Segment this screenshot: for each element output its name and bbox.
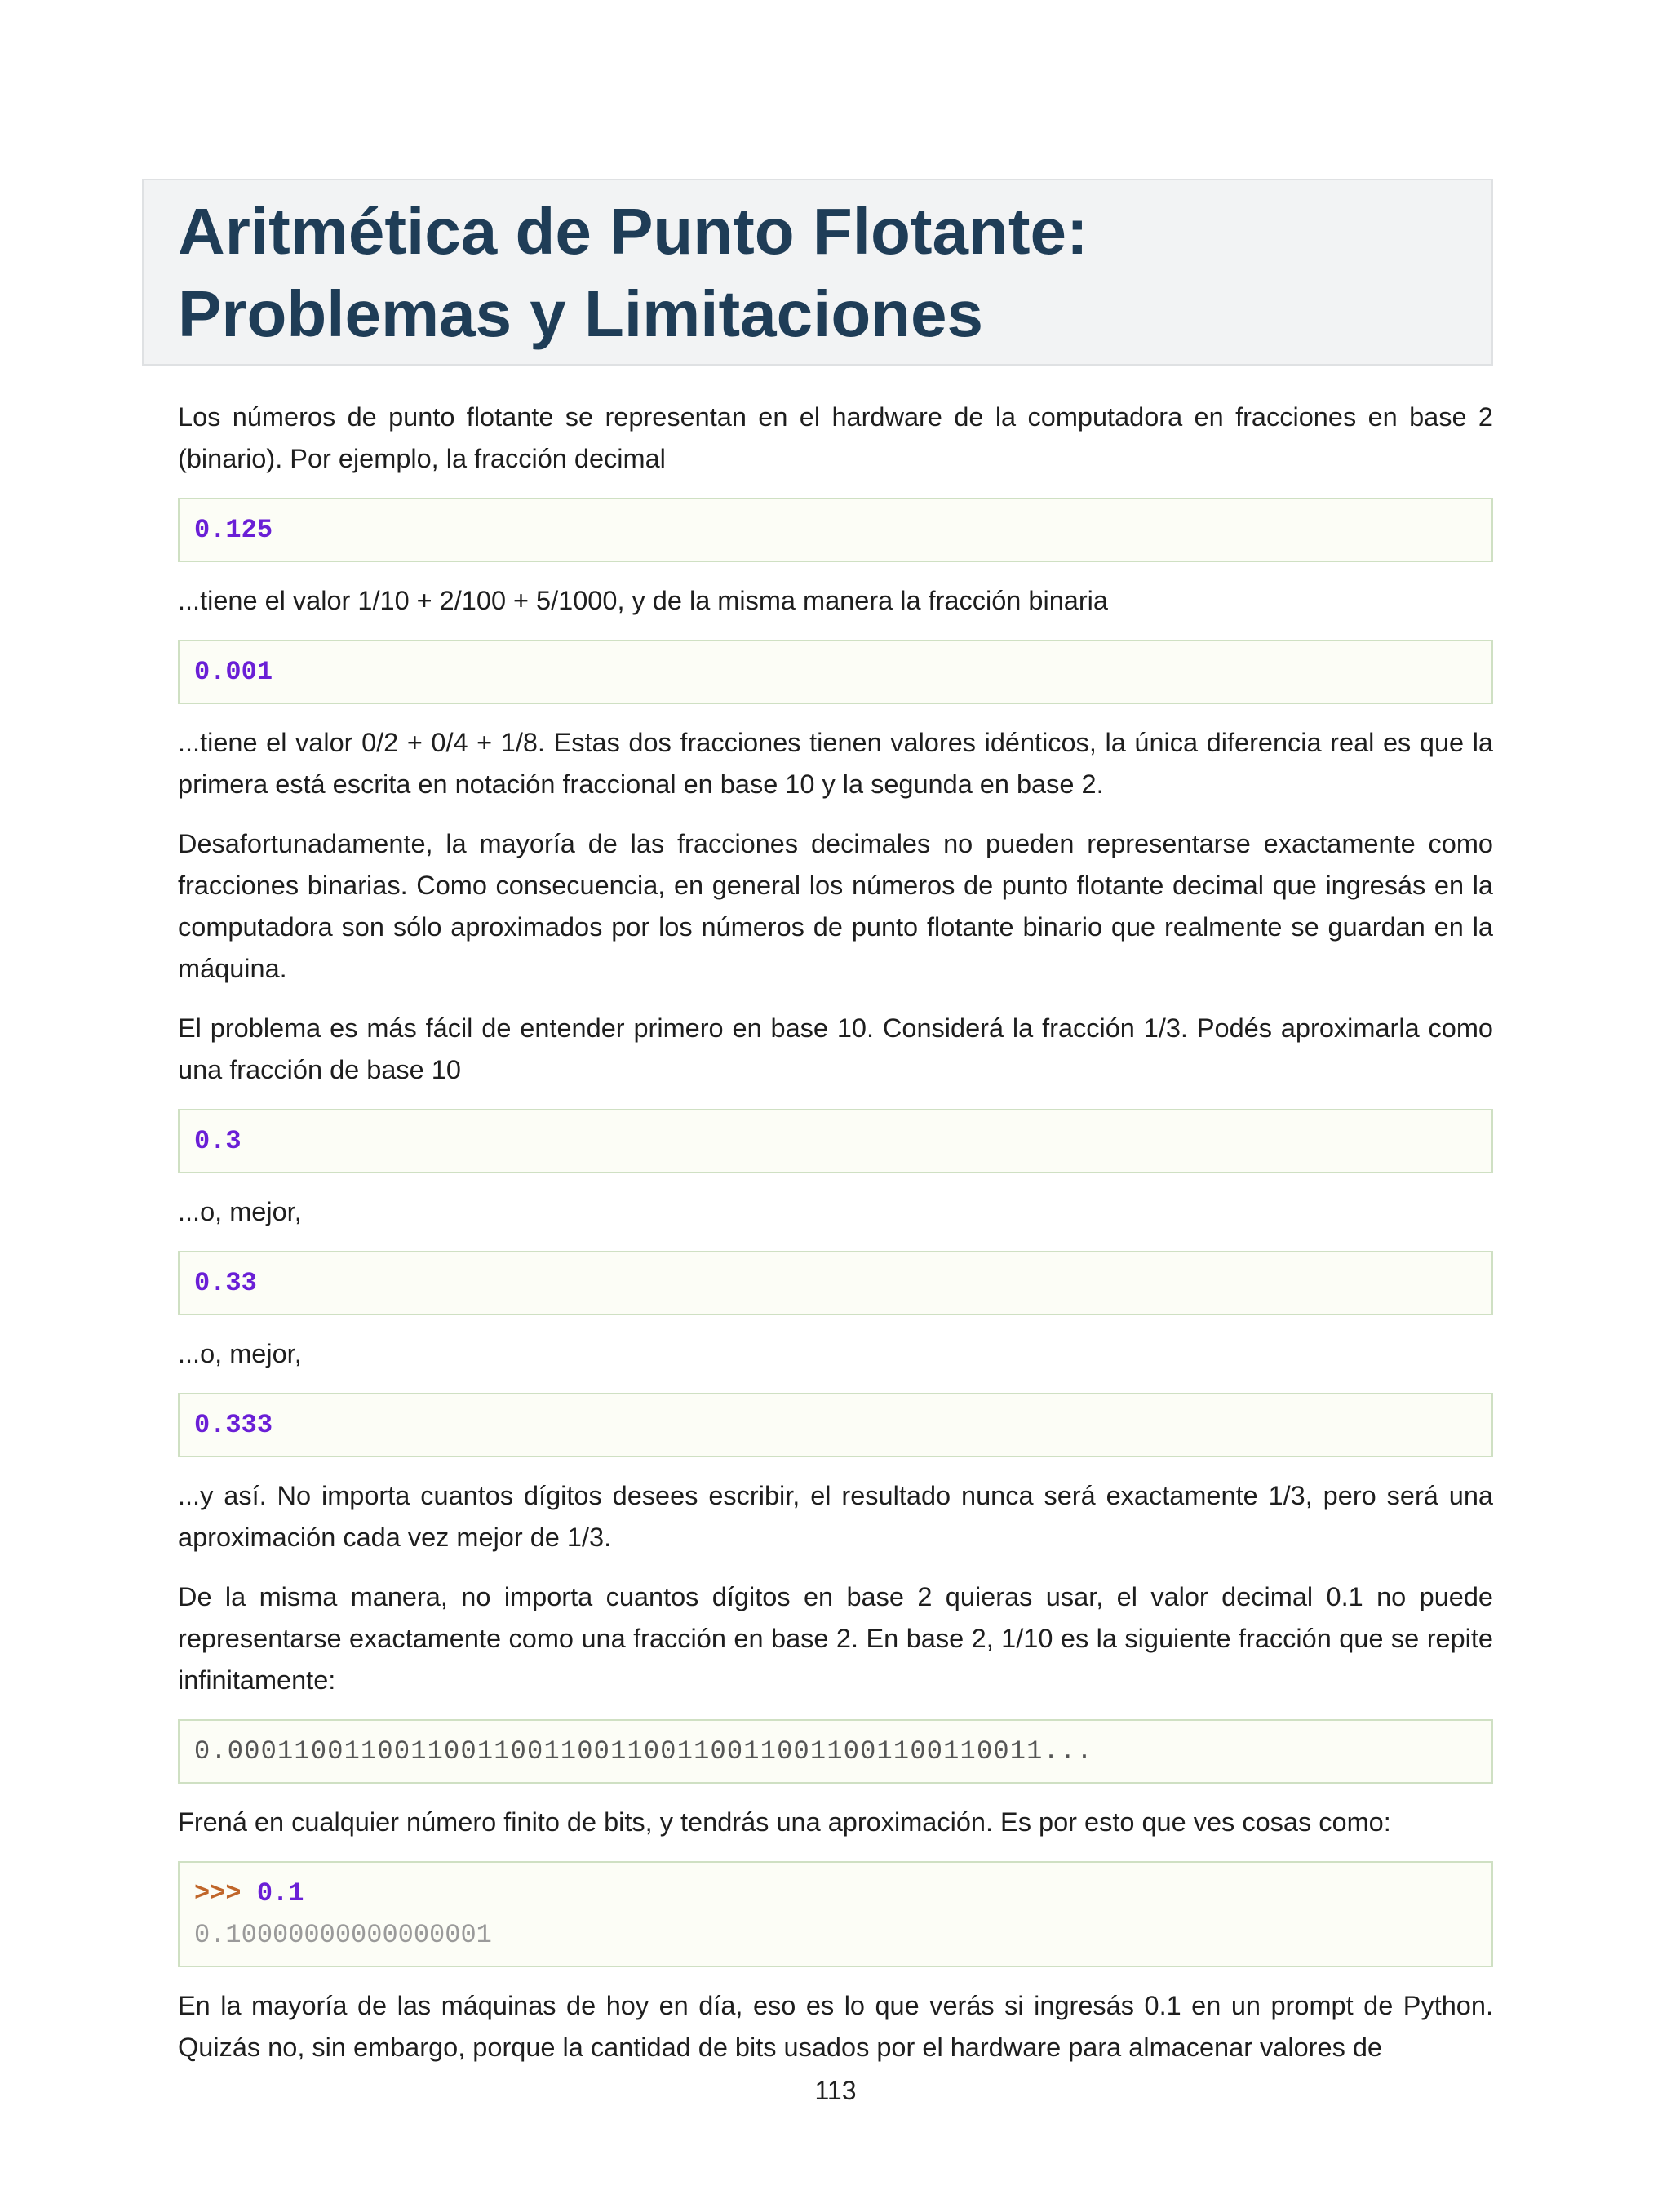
chapter-title-box bbox=[142, 179, 1493, 366]
code-number: 0.33 bbox=[194, 1268, 257, 1298]
code-number: 0.333 bbox=[194, 1410, 273, 1440]
chapter-title-line-1: Aritmética de Punto Flotante: bbox=[178, 195, 1088, 268]
code-output: 0.10000000000000001 bbox=[194, 1920, 492, 1950]
code-block-repeating-binary bbox=[178, 1719, 1493, 1784]
paragraph-or-better-1: ...o, mejor, bbox=[178, 1197, 302, 1226]
code-number: 0.3 bbox=[194, 1126, 242, 1156]
paragraph-finite-bits: Frená en cualquier número finito de bits, y tendrás una aproximación. Es por esto que ves cosas como: bbox=[178, 1807, 1391, 1837]
paragraph-base-2-repeating: De la misma manera, no importa cuantos dígitos en base 2 quieras usar, el valor decimal 0.1 no puede representarse exactamente como una fracción en base 2. En base 2, 1/10 es la siguiente fracción que se repite infinitamente: bbox=[178, 1582, 1493, 1695]
page-content bbox=[178, 397, 1493, 2086]
paragraph-intro: Los números de punto flotante se representan en el hardware de la computadora en fracciones en base 2 (binario). Por ejemplo, la fracción decimal bbox=[178, 402, 1493, 473]
paragraph-base-10-problem: El problema es más fácil de entender primero en base 10. Considerá la fracción 1/3. Podés aproximarla como una fracción de base 10 bbox=[178, 1013, 1493, 1084]
code-block-approx-0-33 bbox=[178, 1251, 1493, 1315]
paragraph-and-so-on: ...y así. No importa cuantos dígitos desees escribir, el resultado nunca será exactamente 1/3, pero será una aproximación cada vez mejor de 1/3. bbox=[178, 1481, 1493, 1552]
paragraph-decimal-value: ...tiene el valor 1/10 + 2/100 + 5/1000, y de la misma manera la fracción binaria bbox=[178, 586, 1108, 615]
chapter-title-line-2: Problemas y Limitaciones bbox=[178, 277, 984, 350]
chapter-title bbox=[178, 190, 1491, 355]
code-block-approx-0-3 bbox=[178, 1109, 1493, 1173]
paragraph-or-better-2: ...o, mejor, bbox=[178, 1339, 302, 1368]
code-block-decimal-fraction bbox=[178, 498, 1493, 562]
code-block-python-session bbox=[178, 1861, 1493, 1967]
paragraph-unfortunately: Desafortunadamente, la mayoría de las fracciones decimales no pueden representarse exactamente como fracciones binarias. Como consecuencia, en general los números de punto flotante decimal que ingresás en la computadora son sólo aproximados por los números de punto flotante binario que realmente se guardan en la máquina. bbox=[178, 829, 1493, 983]
code-prompt: >>> bbox=[194, 1878, 242, 1908]
page-number: 113 bbox=[814, 2076, 857, 2105]
paragraph-modern-machines: En la mayoría de las máquinas de hoy en día, eso es lo que verás si ingresás 0.1 en un prompt de Python. Quizás no, sin embargo, porque la cantidad de bits usados por el hardware para almacenar valores de bbox=[178, 1991, 1493, 2062]
code-number: 0.125 bbox=[194, 515, 273, 545]
code-block-approx-0-333 bbox=[178, 1393, 1493, 1457]
code-repeating-binary-text: 0.0001100110011001100110011001100110011001100110011... bbox=[194, 1736, 1093, 1766]
code-input: 0.1 bbox=[256, 1878, 304, 1908]
paragraph-binary-value: ...tiene el valor 0/2 + 0/4 + 1/8. Estas dos fracciones tienen valores idénticos, la única diferencia real es que la primera está escrita en notación fraccional en base 10 y la segunda en base 2. bbox=[178, 728, 1493, 799]
code-number: 0.001 bbox=[194, 657, 273, 687]
code-input-line bbox=[194, 1873, 1477, 1914]
code-block-binary-fraction bbox=[178, 640, 1493, 704]
